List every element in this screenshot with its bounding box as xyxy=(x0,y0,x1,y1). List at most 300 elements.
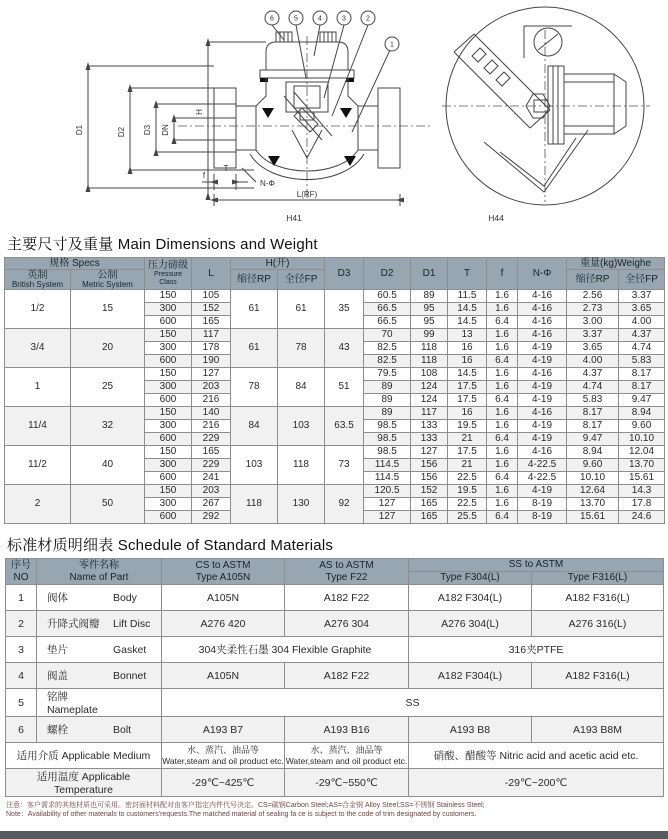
d1-value: 133 xyxy=(411,433,448,446)
t-value: 16 xyxy=(448,407,487,420)
f-value: 1.6 xyxy=(487,498,518,511)
weight-rp-header: 缩径RP xyxy=(567,270,619,290)
d1-value: 89 xyxy=(411,290,448,303)
l-value: 105 xyxy=(192,290,231,303)
weight-rp: 13.70 xyxy=(567,498,619,511)
medium-value: 硝酸、醋酸等 Nitric acid and acetic acid etc. xyxy=(409,743,664,769)
d2-value: 89 xyxy=(364,381,411,394)
weight-fp: 8.94 xyxy=(619,407,665,420)
weight-fp: 5.83 xyxy=(619,355,665,368)
pressure-class: 300 xyxy=(145,420,192,433)
dim-label-d3: D3 xyxy=(143,124,152,136)
material-value: A276 304 xyxy=(285,611,409,637)
t-value: 17.5 xyxy=(448,394,487,407)
d1-value: 124 xyxy=(411,394,448,407)
weight-fp: 4.37 xyxy=(619,329,665,342)
f-value: 1.6 xyxy=(487,290,518,303)
left-drawing-caption: H41 xyxy=(286,213,302,223)
dim-label-d2: D2 xyxy=(117,126,126,138)
dim-row xyxy=(5,368,665,381)
weight-fp: 8.17 xyxy=(619,381,665,394)
footnote-line-zh: 注意：客户需求的其他材质也可采用。密封面材料配对由客户指定内件代号决定。CS=碳钢Carbon Steel;AS=合金钢 Alloy Steel;SS=不锈钢 Stainless Steel; xyxy=(6,802,485,809)
svg-text:1: 1 xyxy=(390,41,394,49)
t-value: 22.5 xyxy=(448,498,487,511)
f316-header: Type F316(L) xyxy=(532,572,664,585)
h-rp: 84 xyxy=(231,407,278,446)
weight-rp: 4.37 xyxy=(567,368,619,381)
dim-label-t: T xyxy=(223,164,229,173)
t-value: 16 xyxy=(448,342,487,355)
material-value: A182 F22 xyxy=(285,663,409,689)
f-value: 1.6 xyxy=(487,485,518,498)
weight-rp: 3.00 xyxy=(567,316,619,329)
weight-rp: 15.61 xyxy=(567,511,619,524)
l-value: 229 xyxy=(192,459,231,472)
weight-rp: 2.73 xyxy=(567,303,619,316)
dim-label-d1: D1 xyxy=(75,124,84,136)
h-fp: 118 xyxy=(278,446,325,485)
n-phi-value: 4-16 xyxy=(518,316,567,329)
l-value: 229 xyxy=(192,433,231,446)
dim-row xyxy=(5,407,665,420)
weight-fp: 4.74 xyxy=(619,342,665,355)
dim-label-l: L(RF) xyxy=(296,190,318,199)
l-value: 203 xyxy=(192,381,231,394)
metric-size: 32 xyxy=(71,407,145,446)
metric-size: 20 xyxy=(71,329,145,368)
t-value: 16 xyxy=(448,355,487,368)
pressure-class: 300 xyxy=(145,342,192,355)
medium-value: 水、蒸汽、油品等 Water,steam and oil product etc. xyxy=(285,743,409,769)
d1-value: 156 xyxy=(411,459,448,472)
f-value: 6.4 xyxy=(487,433,518,446)
t-value: 13 xyxy=(448,329,487,342)
material-row xyxy=(6,611,664,637)
d1-value: 95 xyxy=(411,303,448,316)
material-value: A193 B16 xyxy=(285,717,409,743)
weight-rp: 10.10 xyxy=(567,472,619,485)
temperature-value: -29℃~425℃ xyxy=(162,769,285,797)
d2-value: 98.5 xyxy=(364,420,411,433)
material-value: A193 B7 xyxy=(162,717,285,743)
h-fp: 130 xyxy=(278,485,325,524)
material-value: 316夹PTFE xyxy=(409,637,664,663)
f-value: 6.4 xyxy=(487,316,518,329)
d1-value: 118 xyxy=(411,355,448,368)
d2-value: 82.5 xyxy=(364,342,411,355)
n-phi-value: 4-19 xyxy=(518,420,567,433)
pressure-class: 600 xyxy=(145,316,192,329)
f-value: 1.6 xyxy=(487,303,518,316)
h-fp: 61 xyxy=(278,290,325,329)
specs-header: 规格 Specs xyxy=(5,258,145,270)
material-value: SS xyxy=(162,689,664,717)
british-size: 1 xyxy=(5,368,71,407)
n-phi-value: 4-16 xyxy=(518,329,567,342)
dim-row xyxy=(5,329,665,342)
material-row xyxy=(6,717,664,743)
temperature-label: 适用温度 Applicable Temperature xyxy=(6,769,162,797)
pressure-class: 150 xyxy=(145,485,192,498)
n-phi-value: 4-16 xyxy=(518,303,567,316)
no-header: 序号 NO xyxy=(6,559,37,585)
material-value: 304夹柔性石墨 304 Flexible Graphite xyxy=(162,637,409,663)
f-value: 1.6 xyxy=(487,329,518,342)
d1-value: 152 xyxy=(411,485,448,498)
row-number: 1 xyxy=(6,585,37,611)
material-value: A182 F304(L) xyxy=(409,585,532,611)
pressure-class: 150 xyxy=(145,290,192,303)
n-phi-value: 4-22.5 xyxy=(518,459,567,472)
metric-size: 50 xyxy=(71,485,145,524)
f-header: f xyxy=(487,258,518,290)
material-value: A105N xyxy=(162,663,285,689)
metric-size: 25 xyxy=(71,368,145,407)
l-value: 241 xyxy=(192,472,231,485)
t-value: 14.5 xyxy=(448,316,487,329)
l-value: 216 xyxy=(192,420,231,433)
medium-label: 适用介质 Applicable Medium xyxy=(6,743,162,769)
d2-value: 127 xyxy=(364,511,411,524)
svg-text:4: 4 xyxy=(318,15,322,23)
t-value: 17.5 xyxy=(448,381,487,394)
pressure-class-header: 压力磅级 Pressure Class xyxy=(145,258,192,290)
l-value: 140 xyxy=(192,407,231,420)
f-value: 1.6 xyxy=(487,381,518,394)
metric-size: 15 xyxy=(71,290,145,329)
t-value: 21 xyxy=(448,433,487,446)
applicable-medium-row xyxy=(6,743,664,769)
f-value: 6.4 xyxy=(487,511,518,524)
l-value: 165 xyxy=(192,316,231,329)
d2-value: 89 xyxy=(364,394,411,407)
n-phi-value: 4-19 xyxy=(518,342,567,355)
l-header: L xyxy=(192,258,231,290)
t-value: 11.5 xyxy=(448,290,487,303)
svg-text:2: 2 xyxy=(366,15,370,23)
t-value: 14.5 xyxy=(448,303,487,316)
d2-value: 60.5 xyxy=(364,290,411,303)
part-name: 升降式阀瓣 Lift Disc xyxy=(37,611,162,637)
d2-value: 98.5 xyxy=(364,433,411,446)
dim-row xyxy=(5,290,665,303)
n-phi-value: 4-22.5 xyxy=(518,472,567,485)
weight-fp: 9.47 xyxy=(619,394,665,407)
h-rp: 103 xyxy=(231,446,278,485)
metric-size: 40 xyxy=(71,446,145,485)
h-open-header: H(开) xyxy=(231,258,325,270)
pressure-class: 150 xyxy=(145,446,192,459)
british-size: 1/2 xyxy=(5,290,71,329)
d1-value: 95 xyxy=(411,316,448,329)
weight-fp-header: 全径FP xyxy=(619,270,665,290)
footnote-line-en: Note：Availability of other materials to customers'requests.The matched material of sealing fa ce is subject to the code of trim designated by customers. xyxy=(6,811,477,818)
weight-rp: 8.94 xyxy=(567,446,619,459)
pressure-class: 300 xyxy=(145,459,192,472)
d1-value: 118 xyxy=(411,342,448,355)
d2-header: D2 xyxy=(364,258,411,290)
n-phi-value: 4-19 xyxy=(518,485,567,498)
drawings-section xyxy=(0,0,668,230)
n-phi-value: 4-16 xyxy=(518,290,567,303)
british-size: 11/2 xyxy=(5,446,71,485)
valve-detail-drawing xyxy=(430,0,668,228)
dim-label-f: f xyxy=(202,171,206,180)
mat-header-row-1 xyxy=(6,559,664,572)
dimensions-table xyxy=(4,257,665,524)
materials-table-title: 标准材质明细表 Schedule of Standard Materials xyxy=(7,537,334,554)
row-number: 4 xyxy=(6,663,37,689)
d1-value: 124 xyxy=(411,381,448,394)
part-name: 阀盖 Bonnet xyxy=(37,663,162,689)
l-value: 165 xyxy=(192,446,231,459)
f-value: 1.6 xyxy=(487,446,518,459)
part-name: 垫片 Gasket xyxy=(37,637,162,663)
h-fp: 84 xyxy=(278,368,325,407)
temperature-value: -29℃~550℃ xyxy=(285,769,409,797)
british-size: 3/4 xyxy=(5,329,71,368)
f-value: 1.6 xyxy=(487,459,518,472)
n-phi-value: 4-19 xyxy=(518,355,567,368)
n-phi-value: 4-16 xyxy=(518,407,567,420)
d1-value: 165 xyxy=(411,511,448,524)
d3-header: D3 xyxy=(325,258,364,290)
dim-row xyxy=(5,485,665,498)
d2-value: 82.5 xyxy=(364,355,411,368)
d1-value: 108 xyxy=(411,368,448,381)
ss-header: SS to ASTM xyxy=(409,559,664,572)
temperature-value: -29℃~200℃ xyxy=(409,769,664,797)
pressure-class: 300 xyxy=(145,381,192,394)
weight-rp: 2.56 xyxy=(567,290,619,303)
l-value: 216 xyxy=(192,394,231,407)
h-rp: 118 xyxy=(231,485,278,524)
weight-rp: 8.17 xyxy=(567,420,619,433)
pressure-class: 300 xyxy=(145,303,192,316)
valve-cross-section-drawing xyxy=(18,0,438,228)
dim-label-dn: DN xyxy=(161,124,170,136)
weight-fp: 15.61 xyxy=(619,472,665,485)
d3-value: 43 xyxy=(325,329,364,368)
pressure-class: 150 xyxy=(145,368,192,381)
weight-fp: 8.17 xyxy=(619,368,665,381)
n-phi-value: 8-19 xyxy=(518,511,567,524)
svg-text:3: 3 xyxy=(342,15,346,23)
f-value: 1.6 xyxy=(487,368,518,381)
d1-value: 165 xyxy=(411,498,448,511)
pressure-class: 600 xyxy=(145,472,192,485)
weight-rp: 5.83 xyxy=(567,394,619,407)
f-value: 1.6 xyxy=(487,342,518,355)
f-value: 6.4 xyxy=(487,355,518,368)
d2-value: 114.5 xyxy=(364,459,411,472)
weight-rp: 9.60 xyxy=(567,459,619,472)
weight-fp: 17.8 xyxy=(619,498,665,511)
weight-rp: 3.37 xyxy=(567,329,619,342)
british-size: 2 xyxy=(5,485,71,524)
weight-fp: 13.70 xyxy=(619,459,665,472)
weight-fp: 3.65 xyxy=(619,303,665,316)
material-value: A193 B8 xyxy=(409,717,532,743)
n-phi-value: 4-19 xyxy=(518,381,567,394)
d1-value: 156 xyxy=(411,472,448,485)
metric-system-header: 公制 Metric System xyxy=(71,270,145,290)
weight-fp: 10.10 xyxy=(619,433,665,446)
weight-rp: 3.65 xyxy=(567,342,619,355)
l-value: 178 xyxy=(192,342,231,355)
l-value: 152 xyxy=(192,303,231,316)
material-row xyxy=(6,689,664,717)
d1-value: 117 xyxy=(411,407,448,420)
material-value: A182 F304(L) xyxy=(409,663,532,689)
h-fp-header: 全径FP xyxy=(278,270,325,290)
as-header: AS to ASTM Type F22 xyxy=(285,559,409,585)
h-rp: 78 xyxy=(231,368,278,407)
row-number: 5 xyxy=(6,689,37,717)
l-value: 190 xyxy=(192,355,231,368)
d2-value: 120.5 xyxy=(364,485,411,498)
l-value: 117 xyxy=(192,329,231,342)
n-phi-value: 4-19 xyxy=(518,433,567,446)
f304-header: Type F304(L) xyxy=(409,572,532,585)
d2-value: 79.5 xyxy=(364,368,411,381)
right-drawing-caption: H44 xyxy=(488,213,504,223)
d2-value: 89 xyxy=(364,407,411,420)
f-value: 1.6 xyxy=(487,407,518,420)
pressure-class: 600 xyxy=(145,433,192,446)
weight-fp: 9.60 xyxy=(619,420,665,433)
f-value: 6.4 xyxy=(487,472,518,485)
british-size: 11/4 xyxy=(5,407,71,446)
medium-value: 水、蒸汽、油品等 Water,steam and oil product etc. xyxy=(162,743,285,769)
t-value: 19.5 xyxy=(448,485,487,498)
materials-table xyxy=(5,558,664,797)
n-phi-value: 4-19 xyxy=(518,394,567,407)
d1-header: D1 xyxy=(411,258,448,290)
material-value: A182 F316(L) xyxy=(532,663,664,689)
f-value: 1.6 xyxy=(487,420,518,433)
t-value: 22.5 xyxy=(448,472,487,485)
t-value: 25.5 xyxy=(448,511,487,524)
material-row xyxy=(6,585,664,611)
n-phi-value: 8-19 xyxy=(518,498,567,511)
material-value: A276 304(L) xyxy=(409,611,532,637)
material-value: A182 F22 xyxy=(285,585,409,611)
d2-value: 70 xyxy=(364,329,411,342)
row-number: 2 xyxy=(6,611,37,637)
dim-row xyxy=(5,446,665,459)
pressure-class: 600 xyxy=(145,394,192,407)
t-value: 14.5 xyxy=(448,368,487,381)
d3-value: 51 xyxy=(325,368,364,407)
material-value: A182 F316(L) xyxy=(532,585,664,611)
weight-rp: 9.47 xyxy=(567,433,619,446)
material-value: A105N xyxy=(162,585,285,611)
h-fp: 78 xyxy=(278,329,325,368)
d2-value: 66.5 xyxy=(364,303,411,316)
l-value: 267 xyxy=(192,498,231,511)
d3-value: 73 xyxy=(325,446,364,485)
d1-value: 99 xyxy=(411,329,448,342)
weight-fp: 12.04 xyxy=(619,446,665,459)
t-value: 21 xyxy=(448,459,487,472)
material-value: A276 316(L) xyxy=(532,611,664,637)
weight-rp: 8.17 xyxy=(567,407,619,420)
material-row xyxy=(6,637,664,663)
l-value: 127 xyxy=(192,368,231,381)
d3-value: 35 xyxy=(325,290,364,329)
l-value: 292 xyxy=(192,511,231,524)
part-name: 螺栓 Bolt xyxy=(37,717,162,743)
british-system-header: 英制 British System xyxy=(5,270,71,290)
weight-rp: 12.64 xyxy=(567,485,619,498)
part-name: 铭牌Nameplate xyxy=(37,689,162,717)
d2-value: 66.5 xyxy=(364,316,411,329)
part-name: 阀体 Body xyxy=(37,585,162,611)
h-rp-header: 缩径RP xyxy=(231,270,278,290)
l-value: 203 xyxy=(192,485,231,498)
weight-header: 重量(kg)Weighe xyxy=(567,258,665,270)
cs-header: CS to ASTM Type A105N xyxy=(162,559,285,585)
h-fp: 103 xyxy=(278,407,325,446)
weight-fp: 4.00 xyxy=(619,316,665,329)
svg-text:6: 6 xyxy=(270,15,274,23)
material-value: A193 B8M xyxy=(532,717,664,743)
weight-rp: 4.00 xyxy=(567,355,619,368)
footnotes xyxy=(6,801,668,819)
row-number: 6 xyxy=(6,717,37,743)
part-name-header: 零件名称 Name of Part xyxy=(37,559,162,585)
dim-header-row-1 xyxy=(5,258,665,270)
d3-value: 63.5 xyxy=(325,407,364,446)
h-rp: 61 xyxy=(231,329,278,368)
d3-value: 92 xyxy=(325,485,364,524)
dim-label-h: H xyxy=(195,109,204,115)
weight-rp: 4.74 xyxy=(567,381,619,394)
svg-text:5: 5 xyxy=(294,15,298,23)
d1-value: 133 xyxy=(411,420,448,433)
applicable-temperature-row xyxy=(6,769,664,797)
d2-value: 98.5 xyxy=(364,446,411,459)
weight-fp: 3.37 xyxy=(619,290,665,303)
pressure-class: 150 xyxy=(145,407,192,420)
dim-label-n-phi: N-Φ xyxy=(260,179,275,188)
pressure-class: 600 xyxy=(145,355,192,368)
weight-fp: 14.3 xyxy=(619,485,665,498)
t-value: 19.5 xyxy=(448,420,487,433)
t-header: T xyxy=(448,258,487,290)
material-value: A276 420 xyxy=(162,611,285,637)
d2-value: 114.5 xyxy=(364,472,411,485)
t-value: 17.5 xyxy=(448,446,487,459)
d1-value: 127 xyxy=(411,446,448,459)
n-phi-value: 4-16 xyxy=(518,368,567,381)
weight-fp: 24.6 xyxy=(619,511,665,524)
row-number: 3 xyxy=(6,637,37,663)
material-row xyxy=(6,663,664,689)
page-footer-bar xyxy=(0,831,668,839)
dimensions-table-title: 主要尺寸及重量 Main Dimensions and Weight xyxy=(7,236,318,253)
f-value: 6.4 xyxy=(487,394,518,407)
d2-value: 127 xyxy=(364,498,411,511)
callout-balloons xyxy=(265,11,399,132)
n-phi-header: N-Φ xyxy=(518,258,567,290)
pressure-class: 300 xyxy=(145,498,192,511)
pressure-class: 600 xyxy=(145,511,192,524)
h-rp: 61 xyxy=(231,290,278,329)
pressure-class: 150 xyxy=(145,329,192,342)
n-phi-value: 4-16 xyxy=(518,446,567,459)
